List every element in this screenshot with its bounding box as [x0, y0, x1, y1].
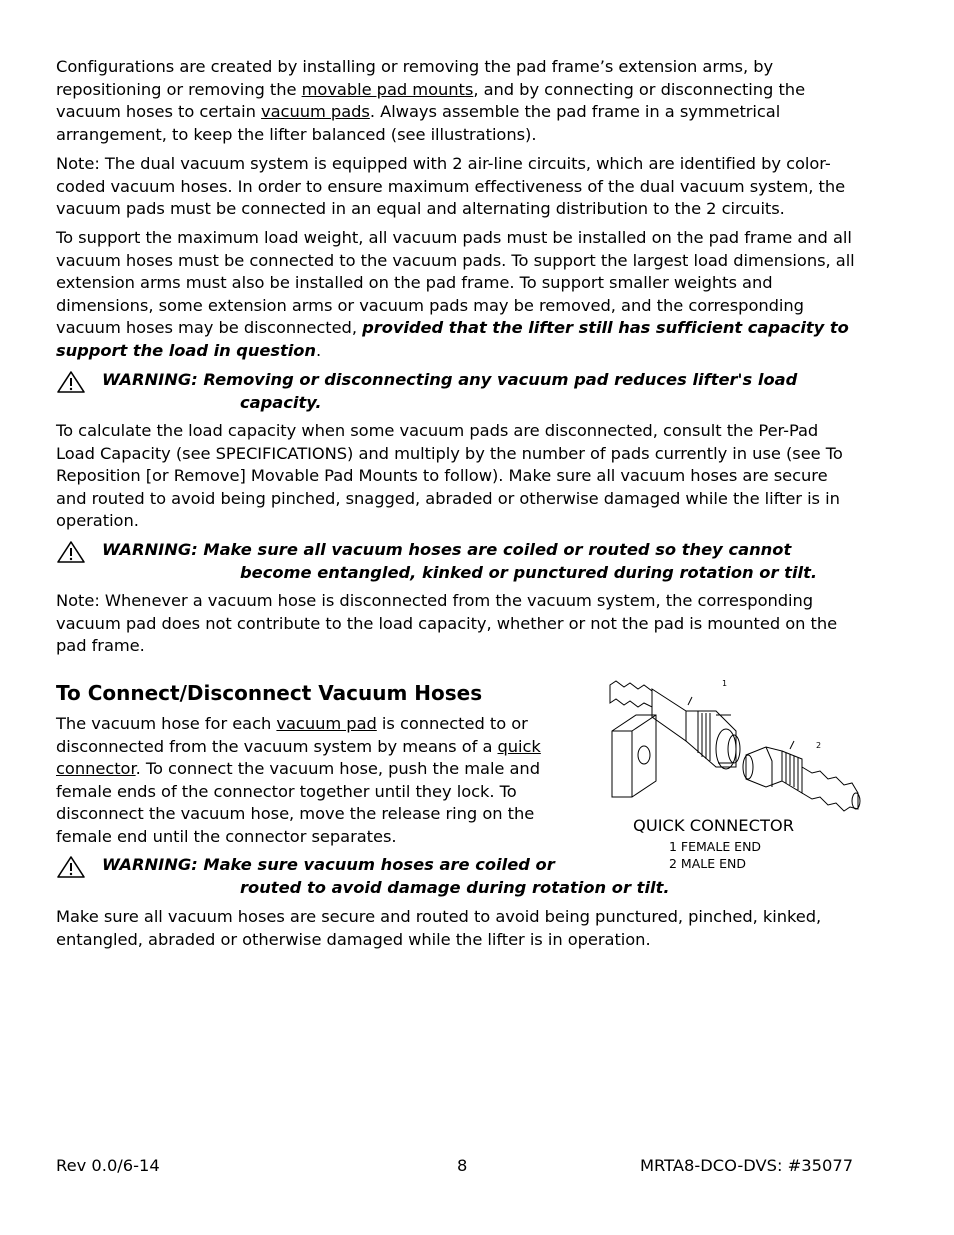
load-capacity-paragraph: To calculate the load capacity when some vacuum pads are disconnected, consult the Per-Pad Load Capacity (see SPECIFICATIONS) and multiply by the number of pads currently in use (see To Reposition [or Remove] Movable Pad Mounts to follow). Make sure all vacuum hoses are secure and routed to avoid being pinched, snagged, abraded or otherwise damaged while the lifter is in operation.	[56, 421, 843, 531]
intro-paragraph	[56, 56, 856, 146]
load-weight-paragraph	[56, 227, 856, 363]
callout-1: 1	[722, 679, 728, 688]
text-span: To support the maximum load weight, all vacuum pads must be installed on the pad frame and all vacuum hoses must be connected to the vacuum pads. To support the largest load dimensions, all extension arms must also be installed on the pad frame. To support smaller weights and dimensions, some extension arms or vacuum pads may be removed, and the corresponding vacuum hoses may be disconnected,	[56, 228, 855, 338]
warning-triangle-icon	[56, 540, 86, 564]
warning-1-line2: capacity.	[240, 392, 322, 412]
emphasis-text: provided that the lifter still has sufficient capacity to support the load in question	[56, 318, 849, 360]
section-heading: To Connect/Disconnect Vacuum Hoses	[56, 681, 483, 705]
callout-2: 2	[816, 741, 822, 750]
warning-3-line1: WARNING: Make sure vacuum hoses are coiled or	[102, 855, 555, 874]
quick-connector-link-cont[interactable]: connector	[56, 759, 136, 779]
text-span: is connected to or disconnected from the vacuum system by means of a	[56, 714, 528, 756]
figure-title: QUICK CONNECTOR	[633, 816, 795, 835]
figure-legend-male: 2 MALE END	[669, 856, 746, 871]
footer-document-id: MRTA8-DCO-DVS: #35077	[640, 1156, 854, 1175]
text-span: . To connect the vacuum hose, push the male and female ends of the connector together until they lock. To disconnect the vacuum hose, move the release ring on the female end until the connector separates.	[56, 759, 540, 846]
warning-triangle-icon	[56, 855, 86, 879]
text-span: Configurations are created by installing or removing the pad frame’s extension arms, by repositioning or removing the	[56, 57, 774, 99]
text-span: . Always assemble the pad frame in a symmetrical arrangement, to keep the lifter balanced (see illustrations).	[56, 102, 781, 144]
warning-2-line1: WARNING: Make sure all vacuum hoses are coiled or routed so they cannot	[102, 540, 792, 559]
movable-pad-mounts-link[interactable]: movable pad mounts	[301, 79, 474, 99]
footer-revision: Rev 0.0/6-14	[56, 1156, 160, 1175]
quick-connector-paragraph	[56, 713, 568, 849]
text-span: .	[315, 340, 322, 360]
warning-1-line1: WARNING: Removing or disconnecting any vacuum pad reduces lifter's load	[102, 370, 798, 389]
warning-2-line2: become entangled, kinked or punctured during rotation or tilt.	[240, 562, 818, 582]
warning-triangle-icon	[56, 370, 86, 394]
dual-vacuum-note: Note: The dual vacuum system is equipped with 2 air-line circuits, which are identified by color-coded vacuum hoses. In order to ensure maximum effectiveness of the dual vacuum system, the vacuum pads must be connected in an equal and alternating distribution to the 2 circuits.	[56, 154, 846, 219]
secure-hoses-paragraph: Make sure all vacuum hoses are secure and routed to avoid being punctured, pinched, kinked, entangled, abraded or otherwise damaged while the lifter is in operation.	[56, 907, 822, 949]
disconnect-note: Note: Whenever a vacuum hose is disconnected from the vacuum system, the corresponding vacuum pad does not contribute to the load capacity, whether or not the pad is mounted on the pad frame.	[56, 591, 838, 656]
vacuum-pad-link[interactable]: vacuum pad	[276, 714, 377, 733]
figure-legend-female: 1 FEMALE END	[669, 839, 762, 854]
warning-3-line2: routed to avoid damage during rotation or tilt.	[240, 877, 670, 897]
quick-connector-drawing	[606, 671, 866, 831]
vacuum-pads-link[interactable]: vacuum pads	[261, 102, 370, 122]
text-span: , and by connecting or disconnecting the vacuum hoses to certain	[56, 79, 806, 122]
footer-page-number: 8	[457, 1156, 468, 1175]
quick-connector-link[interactable]: quick	[497, 736, 541, 756]
quick-connector-figure	[606, 671, 866, 831]
text-span: The vacuum hose for each	[56, 714, 277, 733]
